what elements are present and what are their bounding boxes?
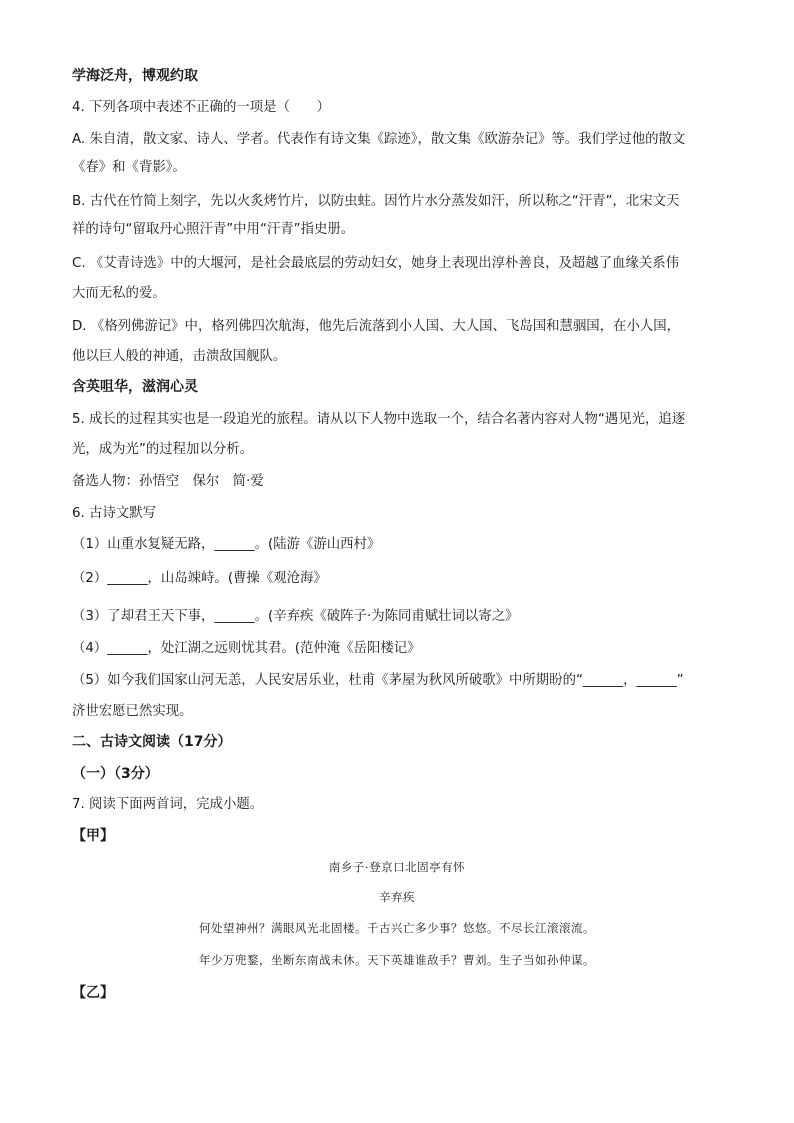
question-6-title: 6. 古诗文默写: [72, 506, 156, 521]
question-4-stem: 4. 下列各项中表述不正确的一项是（ ）: [72, 100, 331, 115]
option-a-line-2: 《春》和《背影》。: [72, 160, 186, 175]
question-5-line-2: 光，成为光”的过程加以分析。: [72, 442, 254, 457]
option-d-line-1: D. 《格列佛游记》中，格列佛四次航海，他先后流落到小人国、大人国、飞岛国和慧骃国，在小人国，: [72, 319, 681, 334]
question-5-line-1: 5. 成长的过程其实也是一段追光的旅程。请从以下人物中选取一个，结合名著内容对人物“遇见光，追逐: [72, 412, 686, 427]
recitation-item-4: （4）______，处江湖之远则忧其君。(范仲淹《岳阳楼记》: [72, 641, 421, 656]
question-7-stem: 7. 阅读下面两首词，完成小题。: [72, 797, 264, 812]
option-a-line-1: A. 朱自清，散文家、诗人、学者。代表作有诗文集《踪迹》，散文集《欧游杂记》等。我们学过他的散文: [72, 132, 686, 147]
recitation-item-1: （1）山重水复疑无路，______。(陆游《游山西村》: [72, 537, 381, 552]
recitation-item-5-line-2: 济世宏愿已然实现。: [72, 704, 193, 719]
recitation-item-3: （3）了却君王天下事，______。(辛弃疾《破阵子·为陈同甫赋壮词以寄之》: [72, 609, 519, 624]
section-heading: 学海泛舟，博观约取: [72, 68, 198, 84]
poem-title: 南乡子·登京口北固亭有怀: [328, 860, 466, 874]
recitation-item-2: （2）______，山岛竦峙。(曹操《观沧海》: [72, 571, 327, 586]
option-b-line-2: 祥的诗句“留取丹心照汗青”中用“汗青”指史册。: [72, 222, 355, 237]
section-heading: 含英咀华，滋润心灵: [72, 379, 198, 395]
recitation-item-5-line-1: （5）如今我们国家山河无恙，人民安居乐业，杜甫《茅屋为秋风所破歌》中所期盼的“______，______”: [72, 673, 684, 688]
poem-line-1: 何处望神州？满眼风光北固楼。千古兴亡多少事？悠悠。不尽长江滚滚流。: [199, 921, 595, 935]
candidate-characters: 备选人物：孙悟空 保尔 简·爱: [72, 474, 264, 489]
part-2-heading: 二、古诗文阅读（17分）: [72, 734, 232, 750]
poem-author: 辛弃疾: [379, 890, 415, 904]
option-d-line-2: 他以巨人般的神通，击溃敌国舰队。: [72, 349, 287, 364]
poem-line-2: 年少万兜鍪，坐断东南战未休。天下英雄谁敌手？曹刘。生子当如孙仲谋。: [199, 953, 595, 967]
poem-yi-label: 【乙】: [72, 985, 114, 1001]
option-b-line-1: B. 古代在竹简上刻字，先以火炙烤竹片，以防虫蛀。因竹片水分蒸发如汗，所以称之“汗青”，北宋文天: [72, 194, 680, 209]
part-2-subheading: （一）（3分）: [72, 766, 159, 782]
option-c-line-1: C. 《艾青诗选》中的大堰河，是社会最底层的劳动妇女，她身上表现出淳朴善良，及超越了血缘关系伟: [72, 256, 680, 271]
poem-jia-label: 【甲】: [72, 828, 114, 844]
option-c-line-2: 大而无私的爱。: [72, 286, 166, 301]
